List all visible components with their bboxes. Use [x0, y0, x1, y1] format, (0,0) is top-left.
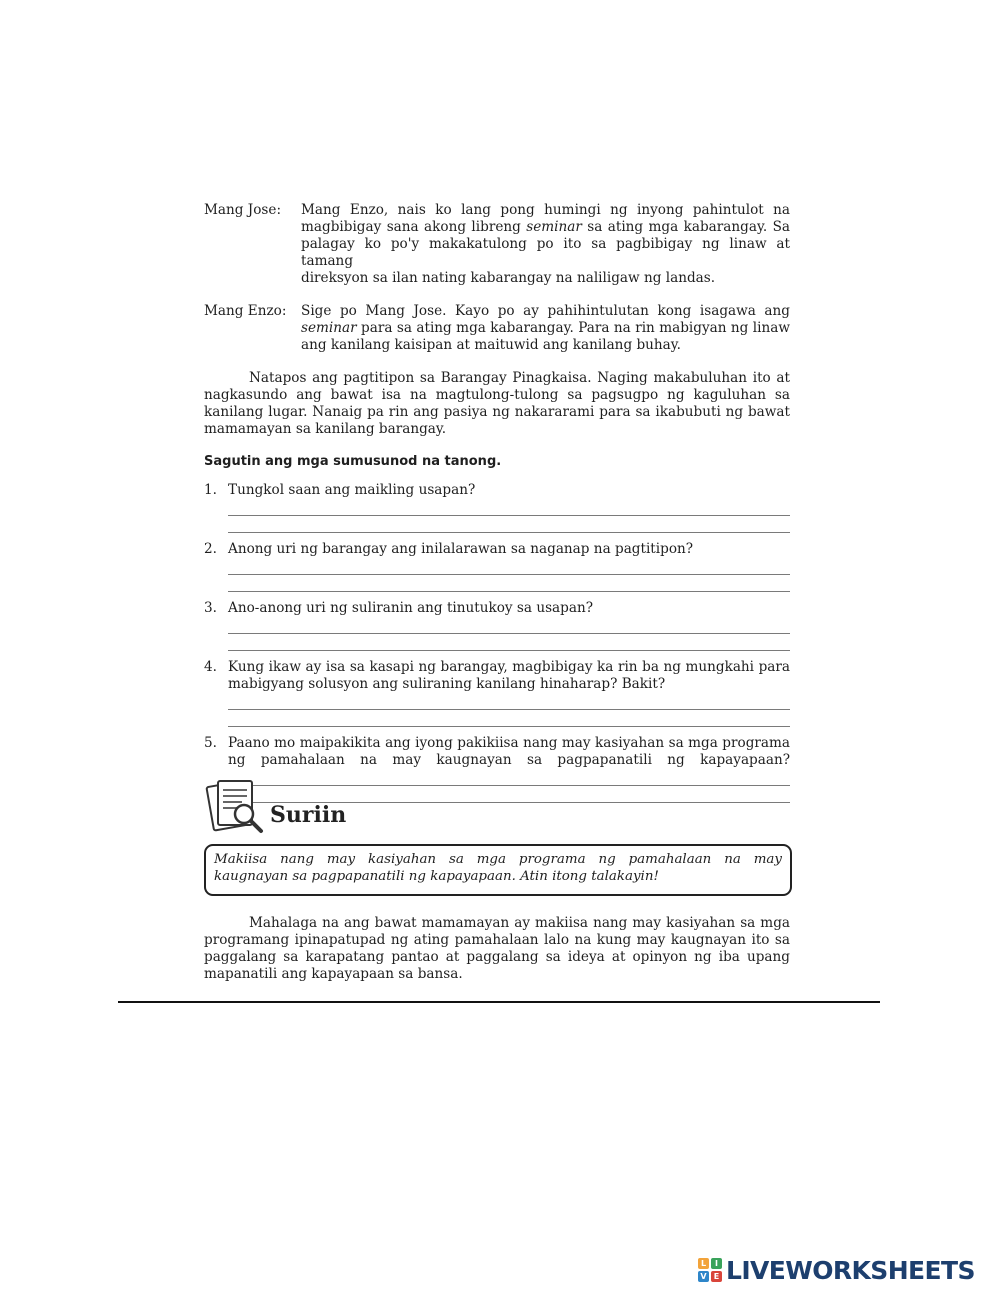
- worksheet-content: [204, 202, 790, 811]
- page-divider: [118, 1001, 880, 1003]
- question-number: 1.: [204, 482, 217, 498]
- question-text: Anong uri ng barangay ang inilalarawan sa naganap na pagtitipon?: [228, 541, 694, 557]
- question-text: Paano mo maipakikita ang iyong pakikiisa nang may kasiyahan sa mga programa: [228, 735, 790, 751]
- paragraph-line: nagkasundo ang bawat isa na magtulong-tulong sa pagsugpo ng kaguluhan sa: [204, 387, 790, 403]
- question-text: Kung ikaw ay isa sa kasapi ng barangay, magbibigay ka rin ba ng mungkahi para: [228, 659, 790, 675]
- question-1: [204, 482, 790, 533]
- speaker-label: Mang Jose:: [204, 202, 282, 218]
- dialogue-jose: [204, 202, 790, 287]
- dialogue-line: Sige po Mang Jose. Kayo po ay pahihintulutan kong isagawa ang: [301, 303, 790, 319]
- question-text: Tungkol saan ang maikling usapan?: [228, 482, 476, 498]
- dialogue-enzo: [204, 303, 790, 354]
- dialogue-line: Mang Enzo, nais ko lang pong humingi ng inyong pahintulot na: [301, 202, 790, 218]
- brand-text: LIVEWORKSHEETS: [726, 1255, 975, 1285]
- dialogue-line: palagay ko po'y makakatulong po ito sa pagbibigay ng linaw at tamang: [301, 236, 790, 269]
- paragraph-line: Natapos ang pagtitipon sa Barangay Pinagkaisa. Naging makabuluhan ito at: [249, 370, 790, 386]
- magnifier-document-icon: [204, 776, 268, 836]
- dialogue-line: magbibigay sana akong libreng seminar sa ating mga kabarangay. Sa: [301, 219, 790, 235]
- answer-line[interactable]: [228, 634, 790, 651]
- question-number: 3.: [204, 600, 217, 616]
- question-text: Ano-anong uri ng suliranin ang tinutukoy sa usapan?: [228, 600, 594, 616]
- logo-letter: I: [711, 1258, 722, 1269]
- logo-letter: L: [698, 1258, 709, 1269]
- logo-letter: E: [711, 1271, 722, 1282]
- question-4: [204, 659, 790, 727]
- question-text: mabigyang solusyon ang suliraning kanilang hinaharap? Bakit?: [228, 676, 666, 692]
- question-3: [204, 600, 790, 651]
- answer-line[interactable]: [228, 575, 790, 592]
- answer-line[interactable]: [228, 617, 790, 634]
- suriin-header: [204, 776, 804, 838]
- closing-paragraph: [204, 915, 790, 983]
- paragraph-line: kanilang lugar. Nanaig pa rin ang pasiya ng nakararami para sa ikabubuti ng bawat: [204, 404, 790, 420]
- paragraph-line: programang ipinapatupad ng ating pamahalaan lalo na kung may kaugnayan ito sa: [204, 932, 790, 948]
- suriin-callout-box: [204, 844, 792, 896]
- answer-line[interactable]: [228, 499, 790, 516]
- answer-line[interactable]: [228, 516, 790, 533]
- section-title: Suriin: [270, 802, 347, 828]
- question-text: ng pamahalaan na may kaugnayan sa pagpapanatili ng kapayapaan?: [228, 752, 790, 768]
- dialogue-line: ang kanilang kaisipan at maituwid ang kanilang buhay.: [301, 337, 681, 353]
- question-number: 4.: [204, 659, 217, 675]
- liveworksheets-icon: [698, 1258, 722, 1282]
- answer-line[interactable]: [228, 710, 790, 727]
- logo-letter: V: [698, 1271, 709, 1282]
- answer-line[interactable]: [228, 558, 790, 575]
- narrative-paragraph: [204, 370, 790, 438]
- instruction-heading: Sagutin ang mga sumusunod na tanong.: [204, 454, 502, 469]
- paragraph-line: mamamayan sa kanilang barangay.: [204, 421, 447, 437]
- dialogue-line: seminar para sa ating mga kabarangay. Para na rin mabigyan ng linaw: [301, 320, 790, 336]
- callout-line: kaugnayan sa pagpapanatili ng kapayapaan. Atin itong talakayin!: [214, 869, 659, 884]
- liveworksheets-logo: [698, 1253, 975, 1287]
- paragraph-line: paggalang sa karapatang pantao at paggalang sa ideya at opinyon ng iba upang: [204, 949, 790, 965]
- question-number: 2.: [204, 541, 217, 557]
- question-2: [204, 541, 790, 592]
- callout-line: Makiisa nang may kasiyahan sa mga programa ng pamahalaan na may: [214, 852, 782, 867]
- question-number: 5.: [204, 735, 217, 751]
- dialogue-line: direksyon sa ilan nating kabarangay na naliligaw ng landas.: [301, 270, 716, 286]
- answer-line[interactable]: [228, 693, 790, 710]
- speaker-label: Mang Enzo:: [204, 303, 287, 319]
- paragraph-line: Mahalaga na ang bawat mamamayan ay makiisa nang may kasiyahan sa mga: [249, 915, 790, 931]
- paragraph-line: mapanatili ang kapayapaan sa bansa.: [204, 966, 463, 982]
